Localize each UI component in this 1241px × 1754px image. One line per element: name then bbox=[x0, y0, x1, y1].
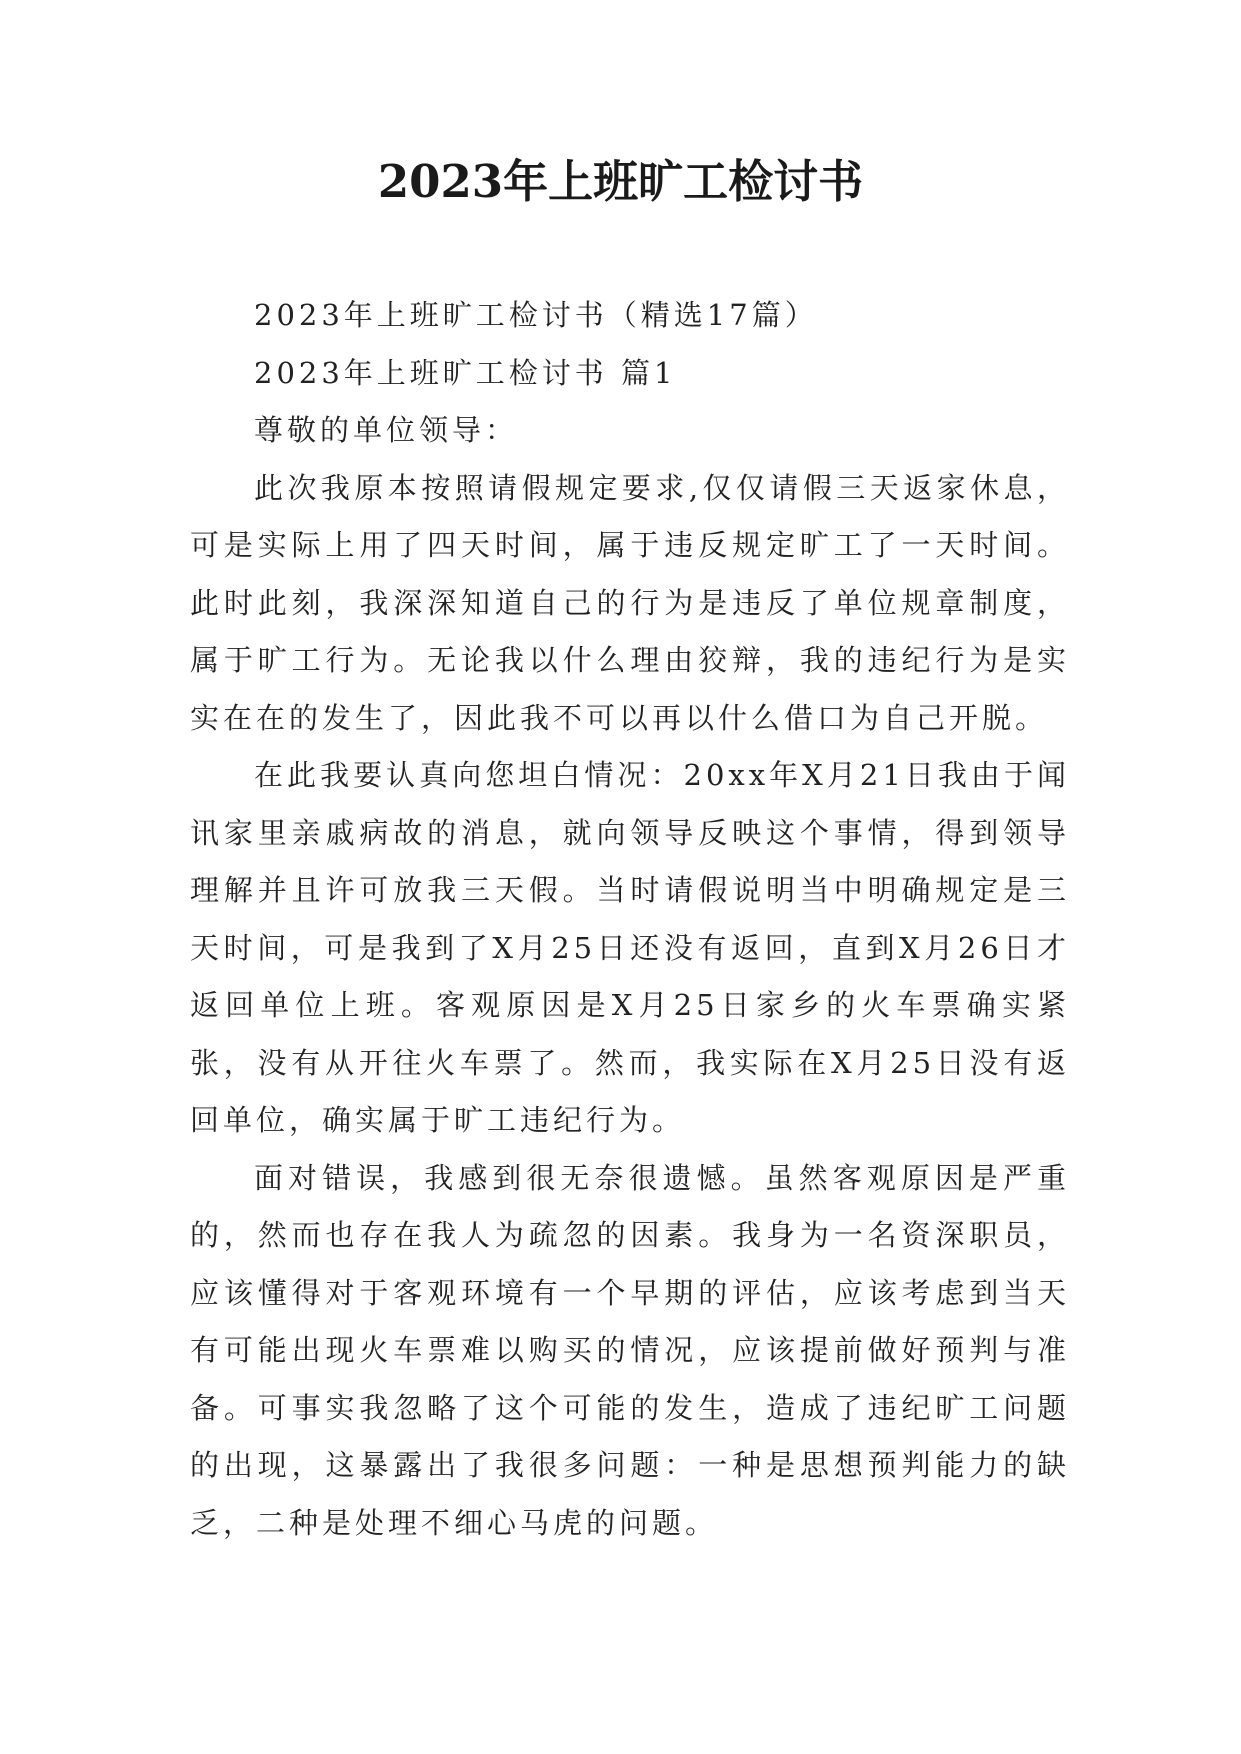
section-heading: 2023年上班旷工检讨书 篇1 bbox=[254, 355, 677, 390]
body-paragraph: 在此我要认真向您坦白情况：20xx年X月21日我由于闻讯家里亲戚病故的消息，就向领导反映这个事情，得到领导理解并且许可放我三天假。当时请假说明当中明确规定是三天时间，可是我到了X月25日还没有返回，直到X月26日才返回单位上班。客观原因是X月25日家乡的火车票确实紧张，没有从开往火车票了。然而，我实际在X月25日没有返回单位，确实属于旷工违纪行为。 bbox=[190, 758, 1070, 1137]
document-title: 2023年上班旷工检讨书 bbox=[377, 155, 864, 208]
salutation: 尊敬的单位领导： bbox=[254, 413, 519, 447]
subtitle-paragraph: 2023年上班旷工检讨书（精选17篇） bbox=[254, 298, 818, 332]
body-paragraph: 面对错误，我感到很无奈很遗憾。虽然客观原因是严重的，然而也存在我人为疏忽的因素。我身为一名资深职员，应该懂得对于客观环境有一个早期的评估，应该考虑到当天有可能出现火车票难以购买的情况，应该提前做好预判与准备。可事实我忽略了这个可能的发生，造成了违纪旷工问题的出现，这暴露出了我很多问题：一种是思想预判能力的缺乏，二种是处理不细心马虎的问题。 bbox=[190, 1160, 1070, 1540]
body-paragraph: 此次我原本按照请假规定要求,仅仅请假三天返家休息，可是实际上用了四天时间，属于违反规定旷工了一天时间。此时此刻，我深深知道自己的行为是违反了单位规章制度，属于旷工行为。无论我以什么理由狡辩，我的违纪行为是实实在在的发生了，因此我不可以再以什么借口为自己开脱。 bbox=[190, 470, 1070, 735]
document-body bbox=[190, 287, 1070, 1552]
